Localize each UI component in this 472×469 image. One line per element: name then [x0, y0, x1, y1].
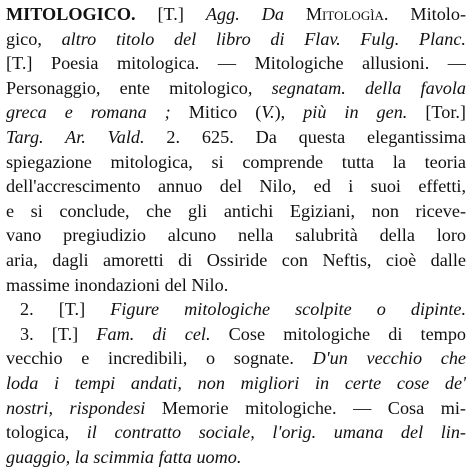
- text-line: [6, 2, 466, 27]
- text-line: [6, 223, 466, 248]
- text-segment: il contratto sociale, l'orig. umana del lin-: [86, 422, 466, 443]
- text-line: [6, 420, 466, 445]
- text-segment: massime inondazioni del Nilo.: [6, 274, 229, 295]
- text-segment: vecchio e incredibili, o sognate.: [6, 348, 313, 369]
- text-segment: tologica,: [6, 422, 87, 443]
- text-segment: Cose mitologiche di tempo: [210, 323, 466, 344]
- text-segment: guaggio, la scimmia fatta uomo.: [6, 446, 242, 467]
- text-line: [6, 27, 466, 52]
- text-segment: 2. [T.]: [20, 299, 111, 320]
- text-segment: gico,: [6, 28, 62, 49]
- text-segment: più in gen.: [303, 102, 408, 123]
- text-segment: aria, dagli amoretti di Ossiride con Neftis, cioè dalle: [6, 249, 466, 270]
- text-segment: Targ. Ar. Vald.: [6, 126, 145, 147]
- text-segment: altro titolo del libro di Flav. Fulg. Planc.: [61, 28, 466, 49]
- text-line: [6, 322, 466, 347]
- text-segment: dell'accrescimento annuo del Nilo, ed i suoi effetti,: [6, 176, 466, 197]
- text-line: [6, 174, 466, 199]
- text-segment: Memorie mitologiche. — Cosa mi-: [145, 397, 466, 418]
- text-segment: D'un vecchio che: [312, 348, 466, 369]
- text-line: [6, 51, 466, 76]
- text-line: [6, 346, 466, 371]
- text-line: [6, 297, 466, 322]
- text-segment: nostri, rispondesi: [6, 397, 146, 418]
- text-segment: Personaggio, ente mitologico,: [6, 77, 272, 98]
- text-line: [6, 100, 466, 125]
- text-line: [6, 150, 466, 175]
- text-segment: . Mitolo-: [383, 4, 466, 24]
- text-segment: ),: [274, 102, 304, 123]
- text-line: [6, 248, 466, 273]
- text-segment: vano pregiudizio alcuno nella salubrità della loro: [6, 225, 466, 246]
- text-segment: [T.] Poesia mitologica. — Mitologiche allusioni. —: [6, 53, 466, 74]
- text-line: [6, 273, 466, 298]
- text-segment: [Tor.]: [407, 102, 466, 123]
- text-segment: V.: [261, 102, 275, 123]
- text-line: [6, 76, 466, 101]
- text-segment: Fam. di cel.: [96, 323, 211, 344]
- text-segment: Agg. Da: [205, 4, 306, 24]
- headword: MITOLOGICO.: [6, 4, 136, 24]
- text-line: [6, 396, 466, 421]
- text-line: [6, 125, 466, 150]
- text-segment: loda i tempi andati, non migliori in certe cose de': [6, 372, 466, 393]
- text-segment: Mitologìa: [305, 4, 384, 24]
- text-segment: 3. [T.]: [20, 323, 97, 344]
- text-line: [6, 371, 466, 396]
- text-segment: segnatam. della favola: [271, 77, 466, 98]
- text-segment: Figure mitologiche scolpite o dipinte.: [110, 299, 466, 320]
- text-segment: 2. 625. Da questa elegantissima: [144, 126, 466, 147]
- text-line: [6, 199, 466, 224]
- text-segment: Mitico (: [170, 102, 262, 123]
- text-segment: spiegazione mitologica, si comprende tutta la teoria: [6, 151, 466, 172]
- text-segment: [T.]: [135, 4, 206, 24]
- text-segment: greca e romana ;: [6, 102, 171, 123]
- text-line: [6, 445, 466, 469]
- text-segment: e si conclude, che gli antichi Egiziani, non riceve-: [6, 200, 466, 221]
